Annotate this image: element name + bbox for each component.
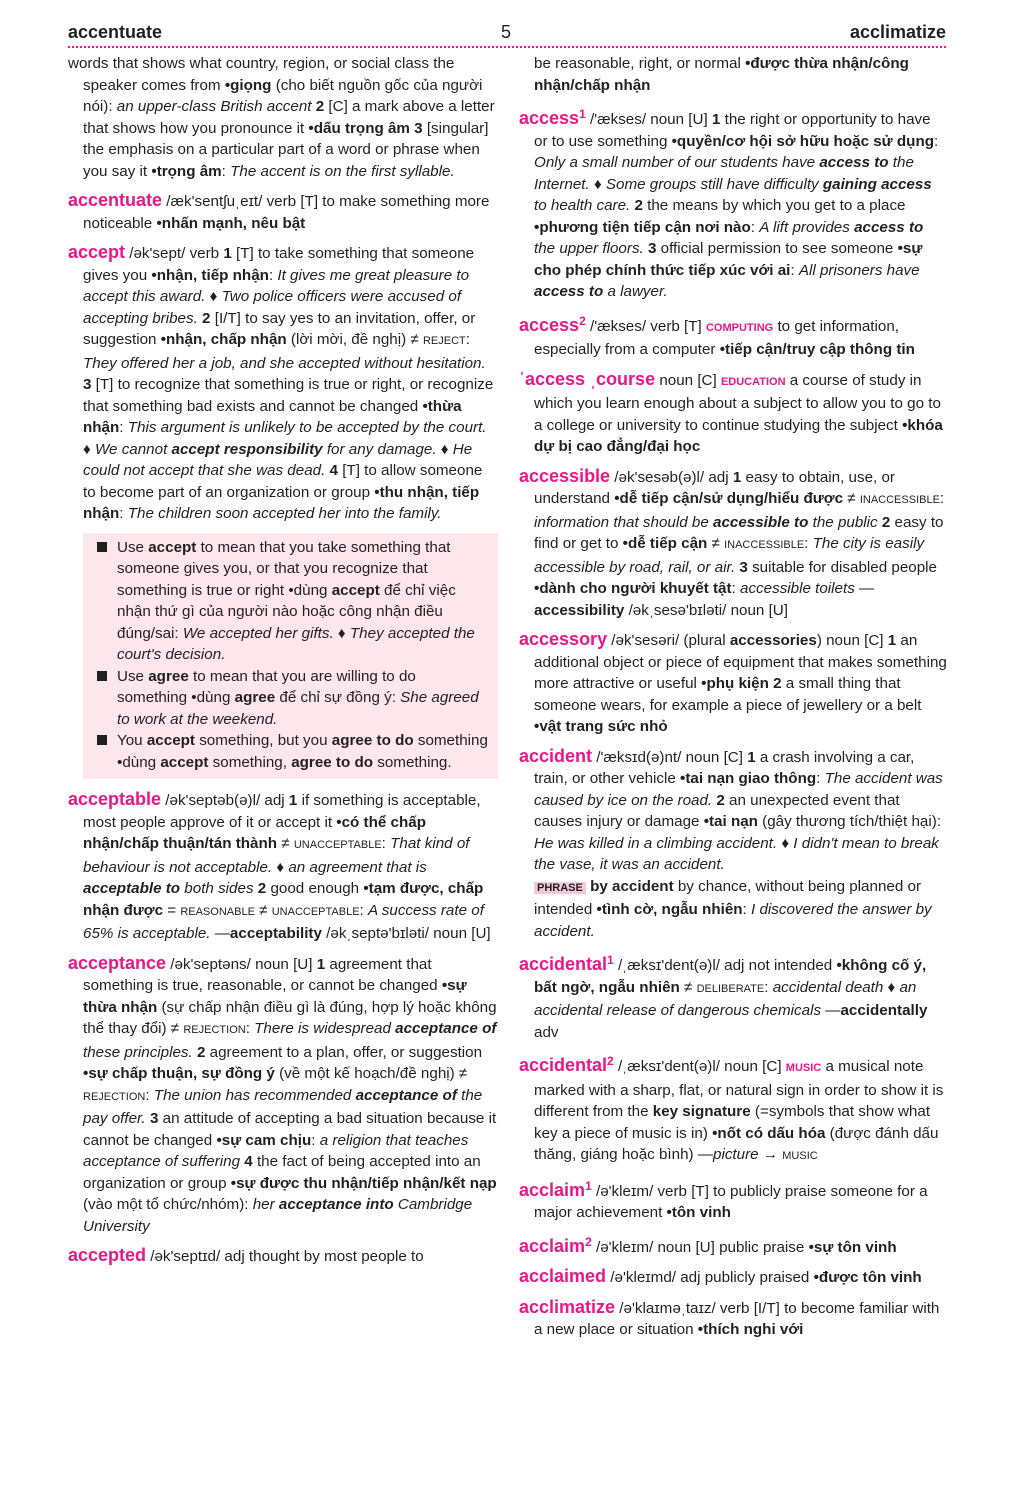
bold-text: 1 [711,111,725,129]
entry-text: /'æksɪd(ə)nt/ noun [C] [592,748,748,766]
example-text: We accepted her gifts. ♦ They accepted the court's decision. [117,624,475,663]
entry-text: /ək'septəns/ noun [U] [166,955,317,973]
entry-text: (lời mời, đề nghị) ≠ [286,331,423,348]
guide-word-left: accentuate [68,22,163,42]
bold-text: 2 [630,197,648,215]
entry-text: an attitude of accepting a bad situation because it cannot be changed [83,1110,497,1149]
headword: accepted [68,1245,147,1265]
bold-text: •được thừa nhận/công nhận/chấp nhận [534,55,909,94]
bold-text: agree [148,667,189,685]
headword: acclaimed [519,1266,607,1287]
entry-text: by chance, without being planned or intended [534,877,922,919]
bold-text: •tạm được, chấp nhận được [83,880,484,919]
example-collocation: access to [534,283,604,301]
headword: accidental [519,1055,608,1076]
bold-text: •khóa dự bị cao đẳng/đại học [534,416,943,456]
entry-text: : [816,770,825,788]
entry-text: (được đánh dấu thăng, giáng hoặc bình) — [534,1124,939,1164]
headword: accessible [519,465,611,486]
headword: accident [519,745,593,766]
bold-text: 1 [316,955,330,973]
homonym-number: 2 [579,313,586,328]
example-text: a religion that teaches acceptance of suffering [83,1131,469,1170]
entry-text: : [804,535,813,553]
entry-text: ) noun [C] [816,632,888,650]
dictionary-entry-acclaim2 [519,1232,947,1259]
left-column [68,53,498,1276]
entry-text: /ək'sesəri/ (plural [607,632,730,650]
headword: acclaim [519,1179,586,1200]
example-text: She agreed to work at the weekend. [117,689,479,728]
entry-text: [singular] the emphasis on a particular part of a word or phrase when you say it [83,119,489,180]
entry-text: agreement to a plan, offer, or suggestion [209,1043,483,1061]
bold-text: accessibility [534,601,625,619]
entry-text: to mean that you are willing to do something [117,667,416,706]
entry-text: để chỉ sự đồng ý: [275,689,401,706]
bold-text: •nhận, tiếp nhận [151,266,269,284]
header-dotted-rule [68,46,946,48]
dictionary-entry-access-course [519,369,947,458]
bold-text: 3 [145,1110,163,1127]
example-text: the Internet. ♦ Some groups still have difficulty [534,154,914,193]
entry-text: to mean that you take something that someone gives you, or that you recognize that something is true or right [117,538,451,599]
example-text: a lawyer. [603,283,668,301]
entry-text: a course of study in which you learn enough about a subject to allow you to go to a college or university to continue studying the subject [534,371,941,434]
entry-text: : [939,490,945,508]
entry-text: something, but you [194,732,332,749]
usage-note-item [97,537,490,666]
example-collocation: accept responsibility [171,440,323,458]
bold-text: 1 [887,632,901,650]
dictionary-entry-accent-cont [68,53,498,182]
bold-text: •vật trang sức nhỏ [534,718,668,736]
bold-text: 2 [253,880,271,897]
example-collocation: accessible to [713,513,809,531]
bold-text: accept [148,538,197,556]
entry-text: •dùng [117,753,161,771]
homonym-number: 1 [607,953,614,968]
subject-label: COMPUTING [705,321,774,334]
entry-text: (vào một tổ chức/nhóm): [83,1196,253,1213]
cross-reference: MUSIC [782,1150,818,1163]
entry-text: something [413,732,488,749]
example-text: both sides [180,880,254,897]
example-text: to health care. [534,197,631,215]
bold-text: •thích nghi với [697,1321,804,1339]
entry-text: — [210,925,230,942]
entry-text: ≠ [707,535,725,553]
example-text: This argument is unlikely to be accepted by the court. ♦ We cannot [83,419,487,458]
entry-text: /ə'kleɪm/ noun [U] public praise [591,1238,809,1256]
subject-label: EDUCATION [720,375,786,388]
entry-text: easy to find or get to [534,513,944,553]
entry-text: = [163,901,181,919]
entry-text: /ə'kleɪmd/ adj publicly praised [606,1269,814,1287]
dictionary-entry-accidental2 [519,1051,947,1168]
example-text: information that should be [534,513,713,531]
entry-text: ≠ [254,901,272,919]
entry-text: a crash involving a car, train, or other vehicle [534,748,915,788]
entry-text: Use [117,538,149,556]
dictionary-entry-accidental1 [519,950,947,1043]
entry-text: a musical note marked with a sharp, flat, or natural sign in order to show it is different from the [534,1058,944,1121]
dictionary-entry-accentuate [68,190,498,234]
example-collocation: acceptable to [83,880,181,897]
bold-text: 4 [325,462,343,479]
entry-text: [T] to recognize that something is true or right, or recognize that something bad exists and cannot be changed [83,376,494,415]
bold-text: •sự tôn vinh [808,1238,897,1256]
usage-note-item [97,666,490,731]
dictionary-entry-accepted [68,1245,498,1268]
bold-text: •không cố ý, bất ngờ, ngẫu nhiên [534,957,927,996]
entry-text: if something is acceptable, most people approve of it or accept it [83,792,481,831]
bold-text: 2 [197,309,215,327]
example-collocation: access to [854,218,924,236]
bold-text: accidentally [840,1002,928,1020]
homonym-number: 2 [585,1234,592,1249]
entry-text: : [742,901,751,919]
entry-text: : [465,331,470,348]
entry-text: — [854,580,875,598]
entry-text: /əkˌseptə'bɪləti/ noun [U] [321,925,491,942]
example-text: A success rate of 65% is acceptable. [83,901,484,942]
entry-text: /æk'sentʃuˌeɪt/ verb [T] to make something more noticeable [83,193,490,232]
bold-text: agree to do [331,732,414,749]
entry-text: ≠ [277,835,294,852]
entry-text: (sự chấp nhận điều gì là đúng, hợp lý hoặc không thể thay đổi) ≠ [83,998,497,1037]
example-text: The accent is on the first syllable. [230,162,455,180]
page-number: 5 [501,22,512,42]
headword: ˈaccess ˌcourse [519,368,656,389]
bold-text: agree [234,689,276,706]
example-text: the pay offer. [83,1086,483,1127]
bold-text: •phương tiện tiếp cận nơi nào [534,218,751,236]
entry-text: /'ækses/ verb [T] [585,317,706,335]
entry-text: /ə'klaɪməˌtaɪz/ verb [I/T] to become familiar with a new place or situation [534,1299,940,1339]
bullet-square-icon [97,671,107,681]
cross-reference: REASONABLE [180,905,255,918]
bold-text: accessories [729,632,817,650]
entry-text: the fact of being accepted into an organization or group [83,1153,481,1192]
bold-text: •dễ tiếp cận [622,535,708,553]
example-text: The city is easily accessible by road, rail, or air. [534,535,925,576]
entry-text: : [790,261,799,279]
example-text: Only a small number of our students have [534,154,820,172]
example-collocation: acceptance of [355,1086,457,1104]
entry-text: noun [C] [655,371,721,389]
dictionary-entry-acclaimed [519,1266,947,1289]
entry-text: easy to obtain, use, or understand [534,468,895,508]
entry-text: to get information, especially from a computer [534,317,900,359]
homonym-number: 2 [607,1054,614,1069]
bold-text: •sự được thu nhận/tiếp nhận/kết nạp [230,1174,497,1192]
cross-reference: REJECTION [183,1024,246,1036]
entry-text: Use [117,667,149,685]
entry-text: something. [373,753,452,771]
bold-text: •phụ kiện [701,675,769,693]
bold-text: accept [331,581,380,599]
example-text: There is widespread [254,1020,396,1037]
bold-text: 3 [83,376,96,393]
entry-text: You [117,732,147,749]
entry-text: /ˌæksɪ'dent(ə)l/ adj not intended [613,957,837,975]
entry-text: a small thing that someone wears, for example a piece of jewellery or a belt [534,675,922,714]
dictionary-entry-acclimatize [519,1297,947,1341]
entry-text: : [764,978,773,996]
phrase-label: PHRASE [534,882,586,894]
headword: accept [68,242,126,262]
example-text: the upper floors. [534,240,644,258]
entry-text: /əkˌsesə'bɪləti/ noun [U] [624,601,788,619]
bold-text: •tình cờ, ngẫu nhiên [596,901,743,919]
example-text: her [252,1196,279,1213]
bold-text: •sự thừa nhận [83,977,467,1016]
entry-text: /ək'septəb(ə)l/ adj [161,792,289,809]
bold-text: •thu nhận, tiếp nhận [83,483,480,522]
entry-text: : [119,505,128,522]
bold-text: •nốt có dấu hóa [712,1124,826,1142]
bold-text: 2 [877,513,895,531]
entry-text: [T] to allow someone to become part of an organization or group [83,462,483,501]
entry-text: suitable for disabled people [752,558,937,576]
entry-text: •dùng [191,689,235,706]
entry-text: [I/T] to say yes to an invitation, offer, or suggestion [83,309,476,348]
entry-text: an additional object or piece of equipment that makes something more attractive or useful [534,632,947,693]
bold-text: 3 [409,119,427,137]
entry-text: official permission to see someone [660,240,898,258]
cross-reference: REJECT [422,335,466,347]
example-text: I discovered the answer by accident. [534,901,932,940]
usage-note-item [97,730,490,773]
entry-text: the right or opportunity to have or to use something [534,111,931,150]
bold-text: •sự chấp thuận, sự đồng ý [83,1065,275,1082]
subject-label: MUSIC [785,1062,822,1075]
bold-text: accept [146,732,195,749]
bullet-square-icon [97,735,107,745]
bold-text: •dễ tiếp cận/sử dụng/hiểu được [614,490,844,508]
entry-text: be reasonable, right, or normal [534,55,746,72]
entry-text: : [359,901,368,919]
dictionary-entry-accept [68,242,498,525]
dictionary-entry-acclaim1 [519,1176,947,1224]
entry-text: adv [534,1023,559,1041]
entry-text: : [245,1020,255,1037]
entry-text: : [750,218,760,236]
bold-text: •trọng âm [151,162,222,180]
bold-text: •quyền/cơ hội sở hữu hoặc sử dụng [671,132,935,150]
entry-text: words that shows what country, region, or social class the speaker comes from [68,55,455,94]
example-text: They offered her a job, and she accepted without hesitation. [83,354,486,372]
bold-text: 1 [732,468,746,486]
entry-text: (về một kế hoạch/đề nghị) ≠ [274,1065,468,1082]
entry-text: để chỉ việc nhận thứ gì của người nào hoặc công nhận điều đúng/sai: [117,581,456,642]
example-text: A lift provides [759,218,855,236]
headword: accentuate [68,190,163,210]
bold-text: •được tôn vinh [813,1269,922,1287]
example-text: for any damage. ♦ He could not accept that she was dead. [83,440,473,479]
entry-text: : [119,419,128,436]
bold-text: •tôn vinh [666,1204,731,1222]
entry-text: •dùng [288,581,332,599]
bold-text: •dấu trọng âm [308,119,410,137]
bold-text: •sự cam chịu [216,1131,312,1149]
bullet-square-icon [97,542,107,552]
entry-text: ≠ [679,978,697,996]
example-collocation: access to [819,154,889,172]
entry-text: : [381,835,391,852]
headword: acceptance [68,952,167,973]
guide-word-right: acclimatize [849,22,946,42]
entry-text: (gây thương tích/thiệt hại): [757,813,942,831]
entry-text: → [758,1146,783,1164]
homonym-number: 1 [579,107,586,121]
bold-text: •sự cho phép chính thức tiếp xúc với ai [534,240,923,279]
example-text: It gives me great pleasure to accept this award. ♦ Two police officers were accused of accepting bribes. [83,266,470,327]
entry-text: agreement that something is true, reasonable, or cannot be changed [83,955,442,994]
page-header [68,22,946,46]
cross-reference: INACCESSIBLE [859,494,940,507]
cross-reference: REJECTION [83,1090,146,1103]
bold-text: 2 [311,98,329,115]
entry-text: (=symbols that show what key a piece of music is in) [534,1103,931,1142]
bold-text: •tiếp cận/truy cập thông tin [719,341,915,359]
example-text: picture [713,1146,759,1164]
entry-text: : [934,132,939,150]
headword: accessory [519,629,608,650]
bold-text: •có thể chấp nhận/chấp thuận/tán thành [83,813,426,852]
example-text: the public [808,513,878,531]
example-text: accessible toilets [740,580,855,598]
entry-text: good enough [270,880,364,897]
dictionary-entry-accessible [519,466,947,622]
bold-text: 2 [192,1043,210,1061]
entry-text: /'ækses/ noun [U] [585,111,712,129]
bold-text: 3 [735,558,753,576]
headword: access [519,314,580,335]
cross-reference: UNACCEPTABLE [271,905,360,918]
entry-text: /ək'sept/ verb [125,245,224,262]
bold-text: •tai nạn [703,813,758,831]
entry-text: : [268,266,278,284]
example-collocation: acceptance of [395,1020,497,1037]
bold-text: accept [160,753,209,771]
entry-text: an unexpected event that causes injury or damage [534,791,900,831]
bold-text: 1 [747,748,760,766]
headword: acclaim [519,1235,586,1256]
bold-text: 1 [288,792,302,809]
cross-reference: INACCESSIBLE [724,539,805,552]
homonym-number: 1 [585,1178,592,1193]
example-text: The accident was caused by ice on the road. [534,770,943,809]
entry-text: — [821,1002,841,1020]
headword: acceptable [68,789,162,809]
bold-text: acceptability [229,925,322,942]
cross-reference: UNACCEPTABLE [293,839,382,851]
bold-text: 2 [712,791,730,809]
right-column [519,53,947,1349]
example-text: accidental death ♦ an accidental release of dangerous chemicals [534,978,917,1020]
entry-text: the means by which you get to a place [647,197,906,215]
bold-text: by accident [585,877,674,895]
bold-text: •tai nạn giao thông [680,770,817,788]
cross-reference: DELIBERATE [696,982,765,995]
entry-text: : [221,162,231,180]
example-collocation: gaining access [822,175,932,193]
bold-text: •nhấn mạnh, nêu bật [156,214,306,232]
example-text: All prisoners have [798,261,920,279]
dictionary-entry-acceptance [68,953,498,1238]
entry-text: : [311,1131,320,1149]
bold-text: •nhận, chấp nhận [160,331,287,348]
bold-text: 4 [240,1153,257,1170]
bold-text: key signature [652,1103,751,1121]
example-text: Cambridge University [83,1196,473,1235]
entry-text: : [145,1086,154,1104]
entry-text: /ək'sesəb(ə)l/ adj [610,468,733,486]
dictionary-entry-acceptable [68,789,498,945]
entry-text: (cho biết nguồn gốc của người nói): [83,76,483,115]
dictionary-entry-accepted-cont [519,53,947,96]
bold-text: 3 [643,240,661,258]
entry-text: something, [208,753,292,771]
entry-text: /ə'kleɪm/ verb [T] to publicly praise someone for a major achievement [534,1182,928,1222]
headword: accidental [519,954,608,975]
entry-text: [T] to take something that someone gives you [83,245,475,284]
bold-text: •dành cho người khuyết tật [534,580,732,598]
example-text: That kind of behaviour is not acceptable. ♦ an agreement that is [83,835,470,876]
dictionary-entry-access2 [519,311,947,361]
headword: acclimatize [519,1296,616,1317]
example-text: an upper-class British accent [116,98,312,115]
entry-text: /ˌæksɪ'dent(ə)l/ noun [C] [613,1058,786,1076]
example-text: The union has recommended [153,1086,356,1104]
bold-text: •giọng [224,76,272,94]
bold-text: •thừa nhận [83,397,462,436]
example-text: these principles. [83,1043,193,1061]
example-collocation: acceptance into [278,1196,394,1213]
headword: access [519,108,580,129]
usage-note-box [83,533,498,780]
entry-text: /ək'septɪd/ adj thought by most people to [146,1248,424,1265]
dictionary-entry-accident [519,746,947,943]
entry-text: ≠ [843,490,860,508]
bold-text: agree to do [291,753,374,771]
dictionary-entry-accessory [519,629,947,738]
entry-text: [C] a mark above a letter that shows how you pronounce it [83,98,495,137]
example-text: He was killed in a climbing accident. ♦ I didn't mean to break the vase, it was an accident. [534,834,939,874]
entry-text: : [731,580,741,598]
bold-text: 2 [768,675,786,693]
example-text: The children soon accepted her into the family. [127,505,442,522]
dictionary-entry-access1 [519,104,947,303]
bold-text: 1 [223,245,237,262]
